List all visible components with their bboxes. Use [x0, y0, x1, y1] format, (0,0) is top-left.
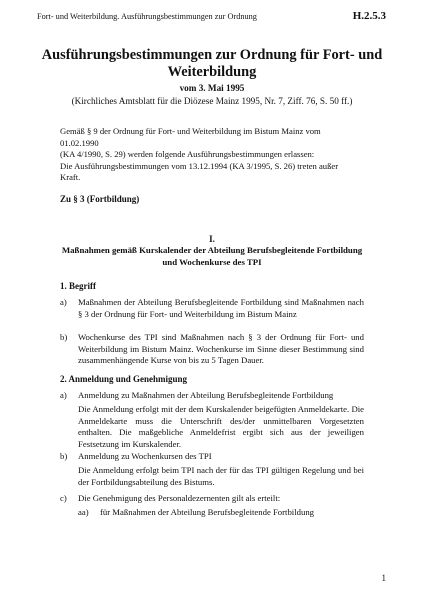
item-text: Die Genehmigung des Personaldezernenten gilt als erteilt:: [78, 493, 281, 503]
list-item-anmeldung-c: [60, 493, 364, 505]
subitem-text: für Maßnahmen der Abteilung Berufsbegleitende Fortbildung: [100, 507, 315, 517]
item-label: b): [60, 332, 68, 342]
document-title: [40, 47, 384, 81]
list-item-anmeldung-b-detail: [60, 465, 364, 488]
running-header: Fort- und Weiterbildung. Ausführungsbestimmungen zur Ordnung: [37, 12, 257, 21]
title-line-2: Weiterbildung: [167, 64, 257, 80]
item-text: Anmeldung zu Maßnahmen der Abteilung Berufsbegleitende Fortbildung: [78, 390, 334, 400]
section-title-line-2: und Wochenkurse des TPI: [162, 256, 262, 267]
list-item-anmeldung-a-detail: [60, 404, 364, 450]
item-detail-text: Die Anmeldung erfolgt mit der dem Kurskalender beigefügten Anmeldekarte. Die Anmeldekarte muss die Unterschrift des/der unmittelbaren Vorgesetzten enthalten. Die maßgebliche Anmeldefrist ergibt sich aus der jeweiligen Festsetzung im Kurskalender.: [78, 404, 364, 449]
section-number: I.: [209, 234, 215, 244]
item-label: b): [60, 451, 68, 461]
item-label: c): [60, 493, 67, 503]
intro-line-2: (KA 4/1990, S. 29) werden folgende Ausführungsbestimmungen erlassen:: [60, 149, 315, 159]
document-code: H.2.5.3: [352, 10, 386, 22]
item-text: Maßnahmen der Abteilung Berufsbegleitende Fortbildung sind Maßnahmen nach § 3 der Ordnung für Fort- und Weiterbildung im Bistum Mainz: [78, 297, 364, 319]
page-number: 1: [381, 573, 386, 583]
list-item-anmeldung-b: [60, 451, 364, 463]
list-item-begriff-b: [60, 332, 364, 367]
document-source: (Kirchliches Amtsblatt für die Diözese Mainz 1995, Nr. 7, Ziff. 76, S. 50 ff.): [71, 96, 353, 106]
subitem-label: aa): [78, 507, 89, 517]
list-item-anmeldung-a: [60, 390, 364, 402]
heading-anmeldung: 2. Anmeldung und Genehmigung: [60, 374, 188, 384]
section-title-line-1: Maßnahmen gemäß Kurskalender der Abteilung Berufsbegleitende Fortbildung: [61, 245, 363, 255]
item-text: Anmeldung zu Wochenkursen des TPI: [78, 451, 212, 461]
item-detail-text: Die Anmeldung erfolgt beim TPI nach der für das TPI gültigen Regelung und bei der Fortbildungsabteilung des Bistums.: [78, 465, 364, 487]
title-line-1: Ausführungsbestimmungen zur Ordnung für Fort- und: [41, 47, 383, 63]
heading-begriff: 1. Begriff: [60, 281, 96, 291]
intro-line-1: Gemäß § 9 der Ordnung für Fort- und Weiterbildung im Bistum Mainz vom 01.02.1990: [60, 126, 321, 148]
intro-line-3: Die Ausführungsbestimmungen vom 13.12.1994 (KA 3/1995, S. 26) treten außer Kraft.: [60, 160, 339, 182]
item-text: Wochenkurse des TPI sind Maßnahmen nach § 3 der Ordnung für Fort- und Weiterbildung im Bistum Mainz. Wochenkurse im Sinne dieser Bestimmung sind zusammenhängende Kurse von bis zu 5 Tagen Dauer.: [78, 332, 364, 366]
section-heading: Zu § 3 (Fortbildung): [60, 194, 140, 204]
intro-paragraph: [60, 126, 360, 184]
document-date: vom 3. Mai 1995: [179, 83, 245, 93]
item-label: a): [60, 390, 67, 400]
list-item-begriff-a: [60, 297, 364, 320]
list-subitem-aa: [78, 507, 364, 519]
section-title: [60, 245, 364, 268]
item-label: a): [60, 297, 67, 307]
